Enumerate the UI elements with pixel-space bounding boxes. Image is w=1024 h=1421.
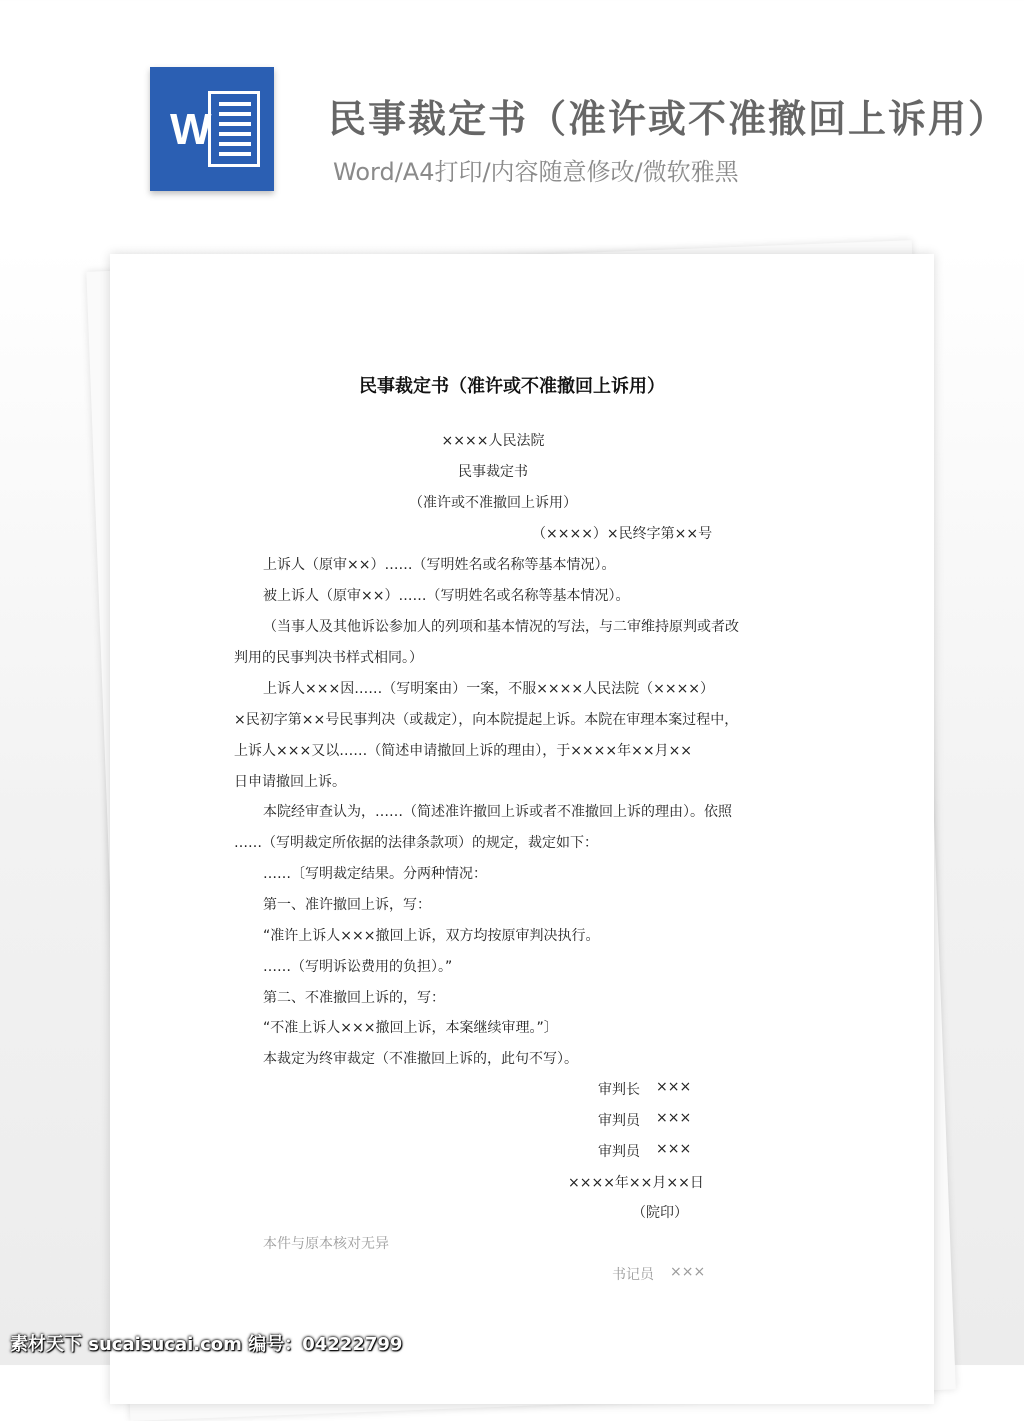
document-date: ××××年××月××日	[568, 1175, 704, 1191]
body-line: ……（写明裁定所依据的法律条款项）的规定，裁定如下：	[234, 835, 598, 851]
body-line: ……（写明诉讼费用的负担）。”	[263, 959, 453, 975]
body-line: （当事人及其他诉讼参加人的列项和基本情况的写法，与二审维持原判或者改	[263, 619, 739, 635]
case-number: （××××）×民终字第××号	[532, 526, 713, 542]
doc-type: 民事裁定书	[458, 464, 528, 480]
clerk-role: 书记员	[612, 1267, 654, 1283]
word-logo-icon	[150, 67, 274, 191]
document-lines-icon	[208, 91, 260, 167]
clerk-name: ×××	[670, 1264, 706, 1280]
body-line: 上诉人（原审××）……（写明姓名或名称等基本情况）。	[263, 557, 616, 573]
body-line: “准许上诉人×××撤回上诉，双方均按原审判决执行。	[263, 928, 600, 944]
signature-role: 审判员	[598, 1113, 640, 1129]
body-line: “不准上诉人×××撤回上诉，本案继续审理。”〕	[263, 1020, 558, 1036]
court-name: ××××人民法院	[441, 433, 545, 449]
body-line: 本裁定为终审裁定（不准撤回上诉的，此句不写）。	[263, 1051, 578, 1067]
body-line: 上诉人×××又以……（简述申请撤回上诉的理由），于××××年××月××	[234, 743, 693, 759]
watermark-text: 素材天下 sucaisucai.com 编号：04222799	[10, 1334, 403, 1355]
body-line: ×民初字第××号民事判决（或裁定），向本院提起上诉。本院在审理本案过程中，	[234, 712, 739, 728]
doc-subtype: （准许或不准撤回上诉用）	[409, 495, 577, 511]
signature-name: ×××	[656, 1141, 692, 1157]
signature-name: ×××	[656, 1079, 692, 1095]
signature-role: 审判员	[598, 1144, 640, 1160]
body-line: 被上诉人（原审××）……（写明姓名或名称等基本情况）。	[263, 588, 630, 604]
header-title: 民事裁定书（准许或不准撤回上诉用）	[328, 97, 1009, 141]
header-subtitle: Word/A4打印/内容随意修改/微软雅黑	[333, 158, 739, 186]
word-logo-letter: W	[170, 105, 210, 154]
signature-name: ×××	[656, 1110, 692, 1126]
body-line: 第一、准许撤回上诉，写：	[263, 897, 431, 913]
document-page	[110, 254, 934, 1404]
body-line: ……〔写明裁定结果。分两种情况：	[263, 866, 487, 882]
document-title: 民事裁定书（准许或不准撤回上诉用）	[359, 376, 665, 397]
court-seal: （院印）	[632, 1205, 688, 1221]
body-line: 上诉人×××因……（写明案由）一案，不服××××人民法院（××××）	[263, 681, 715, 697]
body-line: 第二、不准撤回上诉的，写：	[263, 990, 445, 1006]
body-line: 日申请撤回上诉。	[234, 774, 346, 790]
signature-role: 审判长	[598, 1082, 640, 1098]
verification-note: 本件与原本核对无异	[263, 1236, 389, 1252]
body-line: 判用的民事判决书样式相同。）	[234, 650, 423, 666]
body-line: 本院经审查认为，……（简述准许撤回上诉或者不准撤回上诉的理由）。依照	[263, 804, 732, 820]
